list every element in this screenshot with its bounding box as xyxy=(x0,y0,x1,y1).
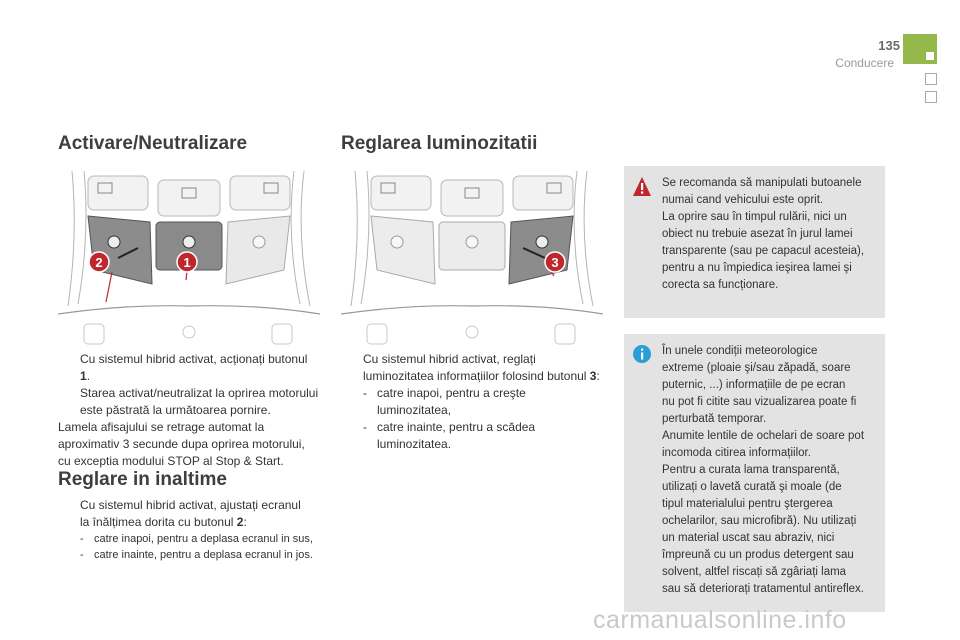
activare-bullet-button: 1 xyxy=(80,369,87,383)
warning-line: transparente (sau pe capacul acesteia), xyxy=(662,245,865,257)
chapter-title: Conducere xyxy=(835,56,894,70)
inaltime-bullet xyxy=(58,497,320,563)
list-item-text: catre inainte, pentru a scădea luminozitatea. xyxy=(377,420,536,451)
inaltime-bullet-line2: la înălțimea dorita cu butonul xyxy=(80,515,237,529)
inaltime-block xyxy=(58,497,320,563)
activare-block xyxy=(58,351,320,470)
info-line: împreună cu un produs detergent sau xyxy=(662,549,854,561)
info-line: Anumite lentile de ochelari de soare pot xyxy=(662,430,865,442)
inaltime-bullet-button: 2 xyxy=(236,515,244,529)
info-line: tipul materialului pentru ştergerea xyxy=(662,498,833,510)
nav-box-1 xyxy=(925,73,937,85)
callout-2-label: 2 xyxy=(95,255,103,270)
warning-line: numai cand vehicului este oprit. xyxy=(662,194,824,206)
info-line: ochelarilor, sau microfibră). Nu utilizați xyxy=(662,515,857,527)
luminozitate-bullet-line2: luminozitatea informațiilor folosind butonul xyxy=(363,369,590,383)
inaltime-bullet-line1: Cu sistemul hibrid activat, ajustați ecranul xyxy=(80,498,301,512)
warning-line: Se recomanda să manipulati butoanele xyxy=(662,177,862,189)
activare-bullet-line3: este păstrată la următoarea pornire. xyxy=(80,403,271,417)
luminozitate-bullet-end: : xyxy=(596,369,600,383)
callout-1-label: 1 xyxy=(183,255,191,270)
section-title-luminozitate: Reglarea luminozitatii xyxy=(341,133,538,154)
luminozitate-block xyxy=(341,351,603,453)
info-line: sau să deteriorați tratamentul antireflex. xyxy=(662,583,864,595)
list-dash: - xyxy=(80,549,84,561)
info-line: utilizați o lavetă curată şi moale (de xyxy=(662,481,842,493)
activare-bullet-text: Cu sistemul hibrid activat, acționați butonul xyxy=(80,352,308,366)
warning-text xyxy=(662,175,882,294)
list-dash: - xyxy=(80,533,84,545)
warning-icon xyxy=(632,176,652,198)
callout-3 xyxy=(545,252,565,272)
section-title-inaltime: Reglare in inaltime xyxy=(58,469,227,490)
info-note xyxy=(624,334,885,612)
luminozitate-bullet-line1: Cu sistemul hibrid activat, reglați xyxy=(363,352,536,366)
info-line: perturbată temporar. xyxy=(662,413,767,425)
list-dash: - xyxy=(363,420,367,434)
inaltime-bullet-end: : xyxy=(243,515,247,529)
chapter-tab-marker xyxy=(926,52,934,60)
list-dash: - xyxy=(363,386,367,400)
activare-bullet-line2: Starea activat/neutralizat la oprirea motorului xyxy=(80,386,319,400)
warning-line: corecta sa funcționare. xyxy=(662,279,779,291)
activare-bullet-end: . xyxy=(86,369,91,383)
warning-line: pentru a nu împiedica ieşirea lamei şi xyxy=(662,262,852,274)
info-line: solvent, altfel riscați să zgâriați lama xyxy=(662,566,847,578)
info-line: puternic, ...) informațiile de pe ecran xyxy=(662,379,846,391)
page-number: 135 xyxy=(878,38,900,53)
info-line: incomoda citirea informațiilor. xyxy=(662,447,811,459)
luminozitate-bullet xyxy=(341,351,603,453)
list-item-text: catre inapoi, pentru a deplasa ecranul in sus, xyxy=(94,533,313,545)
callout-1 xyxy=(177,252,197,272)
list-item xyxy=(80,531,320,547)
info-line: un material uscat sau abraziv, nici xyxy=(662,532,835,544)
info-line: extreme (ploaie şi/sau zăpadă, soare xyxy=(662,362,851,374)
warning-line: obiect nu trebuie asezat în jurul lamei xyxy=(662,228,853,240)
callout-2 xyxy=(89,252,109,272)
list-item-text: catre inapoi, pentru a creşte luminozitatea, xyxy=(377,386,526,417)
info-icon xyxy=(632,344,652,364)
info-text xyxy=(662,343,882,598)
list-item-text: catre inainte, pentru a deplasa ecranul in jos. xyxy=(94,549,313,561)
list-item xyxy=(80,547,320,563)
warning-line: La oprire sau în timpul rulării, nici un xyxy=(662,211,847,223)
watermark: carmanualsonline.info xyxy=(593,606,847,634)
info-line: În unele condiții meteorologice xyxy=(662,345,818,357)
activare-bullet xyxy=(58,351,320,419)
info-line: nu pot fi citite sau vizualizarea poate fi xyxy=(662,396,857,408)
section-title-activare: Activare/Neutralizare xyxy=(58,133,248,154)
list-item xyxy=(363,385,603,419)
illustration-button-3 xyxy=(341,166,603,346)
nav-box-2 xyxy=(925,91,937,103)
callout-3-label: 3 xyxy=(551,255,559,270)
activare-paragraph: Lamela afisajului se retrage automat la aproximativ 3 secunde dupa oprirea motorului, cu exceptia modului STOP al Stop & Start. xyxy=(58,420,305,468)
illustration-buttons-1-2 xyxy=(58,166,320,346)
warning-note xyxy=(624,166,885,318)
list-item xyxy=(363,419,603,453)
luminozitate-bullet-button: 3 xyxy=(589,369,597,383)
info-line: Pentru a curata lama transparentă, xyxy=(662,464,840,476)
